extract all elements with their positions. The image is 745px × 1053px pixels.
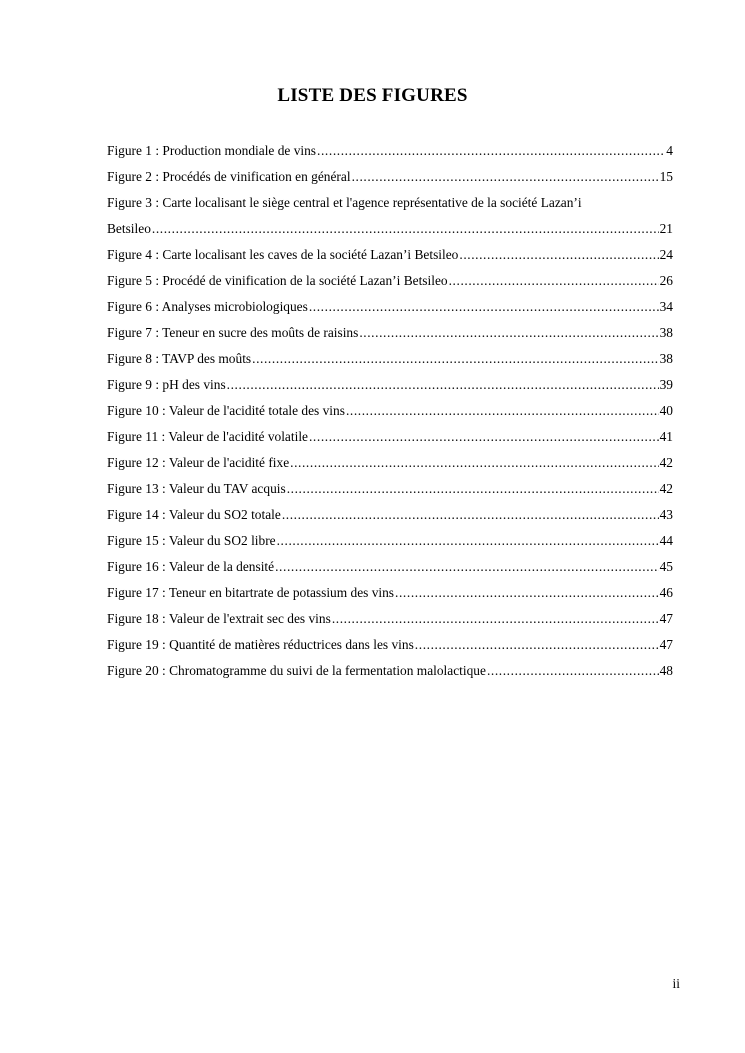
list-item[interactable] bbox=[107, 663, 673, 689]
figure-page-number: 46 bbox=[659, 585, 673, 600]
list-item[interactable] bbox=[107, 325, 673, 351]
figure-label: Figure 20 : Chromatogramme du suivi de la fermentation malolactique bbox=[107, 663, 486, 678]
figure-label: Figure 1 : Production mondiale de vins bbox=[107, 143, 317, 158]
dot-leader bbox=[332, 611, 659, 627]
figure-label: Figure 4 : Carte localisant les caves de la société Lazan’i Betsileo bbox=[107, 247, 459, 262]
dot-leader bbox=[317, 143, 665, 159]
figure-page-number: 47 bbox=[659, 637, 673, 652]
list-item[interactable] bbox=[107, 299, 673, 325]
figure-page-number: 48 bbox=[659, 663, 673, 678]
list-item[interactable] bbox=[107, 273, 673, 299]
figure-page-number: 39 bbox=[659, 377, 673, 392]
list-item[interactable] bbox=[107, 143, 673, 169]
dot-leader bbox=[309, 299, 659, 315]
figure-label: Figure 13 : Valeur du TAV acquis bbox=[107, 481, 286, 496]
figure-label: Figure 6 : Analyses microbiologiques bbox=[107, 299, 308, 314]
list-item[interactable] bbox=[107, 611, 673, 637]
dot-leader bbox=[282, 507, 659, 523]
figure-label: Figure 15 : Valeur du SO2 libre bbox=[107, 533, 276, 548]
figure-label: Figure 10 : Valeur de l'acidité totale des vins bbox=[107, 403, 345, 418]
list-item[interactable] bbox=[107, 247, 673, 273]
figure-page-number: 38 bbox=[659, 351, 673, 366]
list-item[interactable] bbox=[107, 637, 673, 663]
dot-leader bbox=[309, 429, 659, 445]
dot-leader bbox=[449, 273, 659, 289]
dot-leader bbox=[395, 585, 659, 601]
figure-page-number: 44 bbox=[659, 533, 673, 548]
dot-leader bbox=[290, 455, 658, 471]
figure-label: Figure 19 : Quantité de matières réductrices dans les vins bbox=[107, 637, 414, 652]
dot-leader bbox=[227, 377, 659, 393]
list-item[interactable] bbox=[107, 481, 673, 507]
list-item-line-2[interactable] bbox=[107, 221, 673, 247]
dot-leader bbox=[152, 221, 659, 237]
dot-leader bbox=[287, 481, 659, 497]
figure-page-number: 40 bbox=[659, 403, 673, 418]
figure-page-number: 24 bbox=[659, 247, 673, 262]
dot-leader bbox=[346, 403, 659, 419]
dot-leader bbox=[459, 247, 658, 263]
figure-label: Figure 14 : Valeur du SO2 totale bbox=[107, 507, 281, 522]
list-item[interactable] bbox=[107, 455, 673, 481]
dot-leader bbox=[275, 559, 659, 575]
page-number: ii bbox=[672, 976, 680, 991]
figure-page-number: 34 bbox=[659, 299, 673, 314]
figure-page-number: 26 bbox=[659, 273, 673, 288]
figure-label: Figure 7 : Teneur en sucre des moûts de raisins bbox=[107, 325, 359, 340]
figure-page-number: 43 bbox=[659, 507, 673, 522]
figure-page-number: 42 bbox=[659, 481, 673, 496]
list-item[interactable] bbox=[107, 377, 673, 403]
list-item[interactable] bbox=[107, 585, 673, 611]
dot-leader bbox=[352, 169, 659, 185]
page-title: LISTE DES FIGURES bbox=[277, 85, 468, 106]
list-item[interactable] bbox=[107, 507, 673, 533]
figure-label: Figure 8 : TAVP des moûts bbox=[107, 351, 252, 366]
figure-list bbox=[107, 143, 673, 689]
figure-label: Figure 17 : Teneur en bitartrate de potassium des vins bbox=[107, 585, 395, 600]
figure-page-number: 38 bbox=[659, 325, 673, 340]
figure-page-number: 45 bbox=[659, 559, 673, 574]
figure-label: Figure 2 : Procédés de vinification en général bbox=[107, 169, 351, 184]
list-item[interactable] bbox=[107, 351, 673, 377]
list-item[interactable] bbox=[107, 559, 673, 585]
list-item[interactable] bbox=[107, 533, 673, 559]
figure-label: Figure 16 : Valeur de la densité bbox=[107, 559, 275, 574]
figure-page-number: 21 bbox=[659, 221, 673, 236]
figure-page-number: 41 bbox=[659, 429, 673, 444]
figure-label: Figure 18 : Valeur de l'extrait sec des vins bbox=[107, 611, 331, 626]
dot-leader bbox=[487, 663, 659, 679]
dot-leader bbox=[252, 351, 658, 367]
figure-page-number: 47 bbox=[659, 611, 673, 626]
figure-label: Figure 5 : Procédé de vinification de la société Lazan’i Betsileo bbox=[107, 273, 448, 288]
figure-label: Figure 11 : Valeur de l'acidité volatile bbox=[107, 429, 308, 444]
figure-label-line-1: Figure 3 : Carte localisant le siège central et l'agence représentative de la société Lazan’i bbox=[107, 195, 582, 210]
figure-page-number: 4 bbox=[666, 143, 673, 158]
figure-label-line-2: Betsileo bbox=[107, 221, 151, 236]
figure-page-number: 42 bbox=[659, 455, 673, 470]
dot-leader bbox=[359, 325, 658, 341]
figure-label: Figure 9 : pH des vins bbox=[107, 377, 226, 392]
list-item-line-1[interactable] bbox=[107, 195, 673, 221]
list-item[interactable] bbox=[107, 169, 673, 195]
figure-page-number: 15 bbox=[659, 169, 673, 184]
list-item[interactable] bbox=[107, 429, 673, 455]
dot-leader bbox=[415, 637, 659, 653]
figure-label: Figure 12 : Valeur de l'acidité fixe bbox=[107, 455, 290, 470]
dot-leader bbox=[277, 533, 659, 549]
list-item[interactable] bbox=[107, 403, 673, 429]
